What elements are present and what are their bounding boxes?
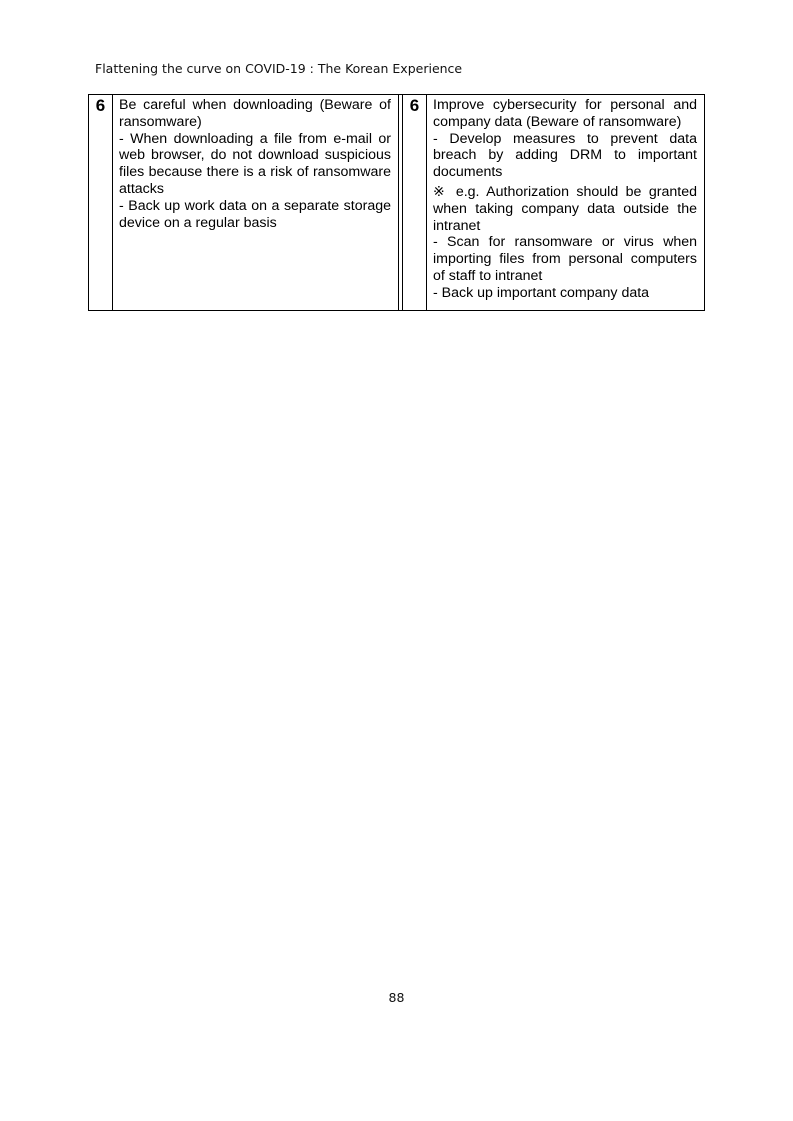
page-number: 88: [388, 990, 405, 1005]
left-item-bullet-2: - Back up work data on a separate storage device on a regular basis: [119, 197, 391, 231]
left-item-number: 6: [89, 95, 113, 310]
right-item-text: [427, 95, 704, 310]
left-item-text: [113, 95, 398, 310]
left-item-title: Be careful when downloading (Beware of ransomware): [119, 97, 391, 130]
right-item-note: ※ e.g. Authorization should be granted when taking company data outside the intranet: [433, 183, 697, 234]
guidelines-table: [88, 94, 705, 311]
right-item-bullet-1: - Develop measures to prevent data breach by adding DRM to important documents: [433, 130, 697, 181]
right-item-bullet-2: - Scan for ransomware or virus when importing files from personal computers of staff to intranet: [433, 234, 697, 284]
right-item-number: 6: [403, 95, 427, 310]
right-item-bullet-3: - Back up important company data: [433, 284, 650, 301]
running-header: Flattening the curve on COVID-19 : The Korean Experience: [95, 61, 463, 76]
right-item-title: Improve cybersecurity for personal and company data (Beware of ransomware): [433, 97, 697, 130]
left-item-bullet-1: - When downloading a file from e-mail or web browser, do not download suspicious files because there is a risk of ransomware attacks: [119, 130, 391, 197]
